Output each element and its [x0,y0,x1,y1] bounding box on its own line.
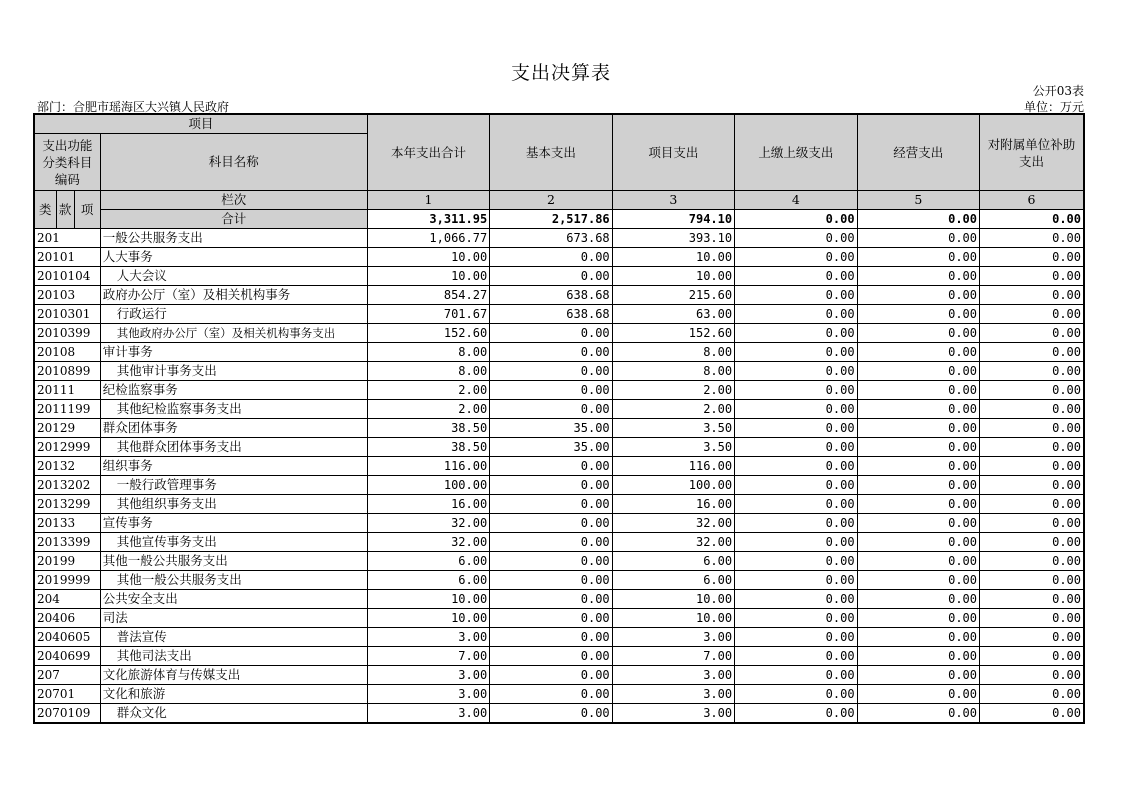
row-value-3: 3.00 [612,666,734,685]
table-row [34,666,1084,685]
row-value-4: 0.00 [735,609,857,628]
row-value-4: 0.00 [735,362,857,381]
row-value-3: 3.50 [612,438,734,457]
row-value-4: 0.00 [735,685,857,704]
row-value-4: 0.00 [735,286,857,305]
row-value-3: 3.00 [612,628,734,647]
row-code: 207 [34,666,100,685]
row-value-1: 3.00 [367,666,489,685]
row-value-4: 0.00 [735,476,857,495]
row-value-3: 32.00 [612,533,734,552]
row-value-4: 0.00 [735,438,857,457]
row-value-2: 35.00 [490,438,612,457]
row-subject-name: 其他纪检监察事务支出 [100,400,367,419]
row-subject-name: 其他司法支出 [100,647,367,666]
row-value-5: 0.00 [857,362,979,381]
row-subject-name: 其他组织事务支出 [100,495,367,514]
row-value-5: 0.00 [857,419,979,438]
row-code: 20133 [34,514,100,533]
row-subject-name: 其他宣传事务支出 [100,533,367,552]
row-value-3: 3.00 [612,704,734,724]
row-value-5: 0.00 [857,628,979,647]
row-value-6: 0.00 [980,343,1084,362]
row-value-1: 32.00 [367,514,489,533]
total-label: 合计 [100,210,367,229]
table-row [34,229,1084,248]
row-value-2: 673.68 [490,229,612,248]
row-value-6: 0.00 [980,514,1084,533]
row-code: 2010899 [34,362,100,381]
row-value-1: 3.00 [367,704,489,724]
table-row [34,248,1084,267]
row-code: 2040699 [34,647,100,666]
row-value-4: 0.00 [735,343,857,362]
row-value-5: 0.00 [857,476,979,495]
total-cell: 2,517.86 [490,210,612,229]
row-value-5: 0.00 [857,609,979,628]
row-value-1: 1,066.77 [367,229,489,248]
header-col3: 项目支出 [612,114,734,191]
row-value-6: 0.00 [980,476,1084,495]
row-value-5: 0.00 [857,685,979,704]
row-code: 2010301 [34,305,100,324]
row-value-5: 0.00 [857,229,979,248]
row-code: 2070109 [34,704,100,724]
row-value-5: 0.00 [857,571,979,590]
table-row [34,476,1084,495]
header-kuan: 款 [56,191,74,229]
table-row [34,419,1084,438]
row-value-2: 0.00 [490,647,612,666]
table-row [34,324,1084,343]
row-value-3: 10.00 [612,590,734,609]
total-cell: 0.00 [857,210,979,229]
row-value-2: 0.00 [490,495,612,514]
row-value-1: 7.00 [367,647,489,666]
row-value-6: 0.00 [980,381,1084,400]
row-value-2: 35.00 [490,419,612,438]
col-num-4: 4 [735,191,857,210]
table-row [34,552,1084,571]
total-cell: 0.00 [980,210,1084,229]
row-value-5: 0.00 [857,324,979,343]
table-row [34,571,1084,590]
row-code: 2019999 [34,571,100,590]
row-value-6: 0.00 [980,628,1084,647]
row-value-2: 0.00 [490,324,612,343]
row-subject-name: 公共安全支出 [100,590,367,609]
row-value-1: 116.00 [367,457,489,476]
table-row [34,628,1084,647]
row-value-6: 0.00 [980,685,1084,704]
row-value-2: 0.00 [490,362,612,381]
row-value-1: 6.00 [367,552,489,571]
row-value-1: 10.00 [367,590,489,609]
row-value-3: 8.00 [612,362,734,381]
unit-label: 单位：万元 [1023,100,1084,114]
header-func-code: 支出功能分类科目编码 [34,134,100,191]
row-subject-name: 行政运行 [100,305,367,324]
row-value-2: 0.00 [490,400,612,419]
row-code: 20701 [34,685,100,704]
row-value-1: 701.67 [367,305,489,324]
row-code: 20101 [34,248,100,267]
row-subject-name: 人大事务 [100,248,367,267]
col-num-2: 2 [490,191,612,210]
row-value-2: 0.00 [490,476,612,495]
row-subject-name: 人大会议 [100,267,367,286]
row-value-3: 2.00 [612,381,734,400]
total-cell: 0.00 [735,210,857,229]
row-value-5: 0.00 [857,343,979,362]
row-code: 20108 [34,343,100,362]
row-value-1: 3.00 [367,628,489,647]
table-row [34,647,1084,666]
header-xiang: 项 [74,191,100,229]
header-col5: 经营支出 [857,114,979,191]
row-value-6: 0.00 [980,552,1084,571]
row-value-5: 0.00 [857,457,979,476]
row-code: 20199 [34,552,100,571]
row-value-1: 2.00 [367,400,489,419]
row-code: 20132 [34,457,100,476]
row-value-3: 3.00 [612,685,734,704]
row-code: 20406 [34,609,100,628]
row-value-5: 0.00 [857,381,979,400]
row-value-2: 0.00 [490,571,612,590]
row-value-2: 0.00 [490,533,612,552]
row-code: 2013399 [34,533,100,552]
row-value-4: 0.00 [735,267,857,286]
table-row [34,286,1084,305]
row-value-1: 32.00 [367,533,489,552]
row-value-4: 0.00 [735,400,857,419]
row-value-6: 0.00 [980,267,1084,286]
row-value-6: 0.00 [980,704,1084,724]
row-value-3: 6.00 [612,552,734,571]
row-value-6: 0.00 [980,362,1084,381]
row-value-5: 0.00 [857,305,979,324]
row-value-2: 638.68 [490,305,612,324]
row-value-1: 100.00 [367,476,489,495]
row-value-3: 32.00 [612,514,734,533]
row-value-2: 0.00 [490,552,612,571]
table-row [34,400,1084,419]
row-value-1: 2.00 [367,381,489,400]
row-value-6: 0.00 [980,324,1084,343]
row-code: 2013299 [34,495,100,514]
row-subject-name: 普法宣传 [100,628,367,647]
row-value-4: 0.00 [735,571,857,590]
total-cell: 794.10 [612,210,734,229]
col-num-5: 5 [857,191,979,210]
row-value-3: 152.60 [612,324,734,343]
row-value-5: 0.00 [857,704,979,724]
header-col2: 基本支出 [490,114,612,191]
row-subject-name: 群众团体事务 [100,419,367,438]
row-subject-name: 其他政府办公厅（室）及相关机构事务支出 [100,324,367,343]
header-lanci: 栏次 [100,191,367,210]
row-value-6: 0.00 [980,590,1084,609]
row-value-4: 0.00 [735,248,857,267]
row-value-1: 6.00 [367,571,489,590]
row-code: 2040605 [34,628,100,647]
row-value-1: 3.00 [367,685,489,704]
col-num-1: 1 [367,191,489,210]
total-row [34,210,1084,229]
row-value-4: 0.00 [735,419,857,438]
row-value-4: 0.00 [735,305,857,324]
table-row [34,590,1084,609]
table-row [34,457,1084,476]
row-value-4: 0.00 [735,666,857,685]
row-code: 204 [34,590,100,609]
row-value-4: 0.00 [735,457,857,476]
row-value-3: 8.00 [612,343,734,362]
row-subject-name: 文化旅游体育与传媒支出 [100,666,367,685]
row-value-3: 393.10 [612,229,734,248]
table-row [34,343,1084,362]
row-code: 20111 [34,381,100,400]
row-value-3: 6.00 [612,571,734,590]
row-value-5: 0.00 [857,248,979,267]
department-label: 部门：合肥市瑶海区大兴镇人民政府 [37,100,230,114]
row-value-1: 152.60 [367,324,489,343]
row-subject-name: 宣传事务 [100,514,367,533]
row-value-2: 0.00 [490,628,612,647]
row-value-6: 0.00 [980,609,1084,628]
table-row [34,362,1084,381]
table-row [34,704,1084,724]
table-row [34,609,1084,628]
row-value-1: 10.00 [367,609,489,628]
row-value-4: 0.00 [735,533,857,552]
row-subject-name: 文化和旅游 [100,685,367,704]
row-subject-name: 其他群众团体事务支出 [100,438,367,457]
row-value-4: 0.00 [735,552,857,571]
row-value-5: 0.00 [857,590,979,609]
row-value-2: 0.00 [490,609,612,628]
header-col6: 对附属单位补助支出 [980,114,1084,191]
row-value-3: 10.00 [612,267,734,286]
row-value-1: 854.27 [367,286,489,305]
page-title: 支出决算表 [510,62,611,84]
row-value-6: 0.00 [980,400,1084,419]
row-value-6: 0.00 [980,229,1084,248]
row-value-2: 0.00 [490,590,612,609]
row-subject-name: 司法 [100,609,367,628]
row-code: 2011199 [34,400,100,419]
row-value-3: 10.00 [612,248,734,267]
row-value-2: 0.00 [490,704,612,724]
row-value-5: 0.00 [857,438,979,457]
row-value-5: 0.00 [857,552,979,571]
row-value-5: 0.00 [857,514,979,533]
total-cell: 3,311.95 [367,210,489,229]
row-subject-name: 其他审计事务支出 [100,362,367,381]
row-value-3: 215.60 [612,286,734,305]
row-value-4: 0.00 [735,647,857,666]
row-value-2: 0.00 [490,685,612,704]
row-subject-name: 一般公共服务支出 [100,229,367,248]
header-col4: 上缴上级支出 [735,114,857,191]
row-value-2: 0.00 [490,457,612,476]
row-value-3: 7.00 [612,647,734,666]
row-value-4: 0.00 [735,590,857,609]
row-code: 2013202 [34,476,100,495]
row-value-3: 116.00 [612,457,734,476]
row-value-4: 0.00 [735,704,857,724]
header-col1: 本年支出合计 [367,114,489,191]
row-value-1: 16.00 [367,495,489,514]
row-code: 20129 [34,419,100,438]
header-subject-name: 科目名称 [100,134,367,191]
row-value-4: 0.00 [735,628,857,647]
row-value-6: 0.00 [980,248,1084,267]
row-value-4: 0.00 [735,381,857,400]
row-value-3: 16.00 [612,495,734,514]
row-subject-name: 组织事务 [100,457,367,476]
row-value-6: 0.00 [980,419,1084,438]
form-number: 公开03表 [1032,84,1084,98]
row-value-1: 8.00 [367,362,489,381]
row-value-1: 38.50 [367,438,489,457]
row-value-2: 0.00 [490,343,612,362]
row-value-6: 0.00 [980,305,1084,324]
table-row [34,495,1084,514]
header-lei: 类 [34,191,56,229]
row-value-4: 0.00 [735,495,857,514]
row-code: 201 [34,229,100,248]
table-row [34,685,1084,704]
row-value-5: 0.00 [857,647,979,666]
row-code: 20103 [34,286,100,305]
row-value-6: 0.00 [980,286,1084,305]
row-value-5: 0.00 [857,533,979,552]
row-value-6: 0.00 [980,666,1084,685]
row-value-6: 0.00 [980,438,1084,457]
row-value-2: 0.00 [490,248,612,267]
row-value-5: 0.00 [857,495,979,514]
row-subject-name: 其他一般公共服务支出 [100,552,367,571]
row-value-3: 100.00 [612,476,734,495]
row-value-1: 10.00 [367,267,489,286]
row-value-2: 0.00 [490,267,612,286]
row-value-4: 0.00 [735,229,857,248]
table-row [34,514,1084,533]
row-value-3: 10.00 [612,609,734,628]
row-value-2: 0.00 [490,666,612,685]
row-value-6: 0.00 [980,571,1084,590]
row-value-4: 0.00 [735,514,857,533]
row-value-3: 2.00 [612,400,734,419]
row-subject-name: 群众文化 [100,704,367,724]
row-subject-name: 政府办公厅（室）及相关机构事务 [100,286,367,305]
row-subject-name: 其他一般公共服务支出 [100,571,367,590]
row-value-4: 0.00 [735,324,857,343]
row-value-3: 63.00 [612,305,734,324]
row-value-6: 0.00 [980,495,1084,514]
header-project: 项目 [34,114,367,134]
table-row [34,305,1084,324]
row-value-1: 8.00 [367,343,489,362]
col-num-3: 3 [612,191,734,210]
row-value-2: 0.00 [490,381,612,400]
row-code: 2010399 [34,324,100,343]
row-subject-name: 审计事务 [100,343,367,362]
row-subject-name: 纪检监察事务 [100,381,367,400]
expenditure-table [33,113,1085,724]
table-row [34,533,1084,552]
row-value-5: 0.00 [857,666,979,685]
row-value-5: 0.00 [857,286,979,305]
row-value-5: 0.00 [857,267,979,286]
row-subject-name: 一般行政管理事务 [100,476,367,495]
col-num-6: 6 [980,191,1084,210]
row-code: 2012999 [34,438,100,457]
row-value-6: 0.00 [980,647,1084,666]
row-value-5: 0.00 [857,400,979,419]
row-code: 2010104 [34,267,100,286]
row-value-6: 0.00 [980,457,1084,476]
row-value-3: 3.50 [612,419,734,438]
table-row [34,267,1084,286]
row-value-2: 638.68 [490,286,612,305]
table-row [34,381,1084,400]
row-value-6: 0.00 [980,533,1084,552]
row-value-1: 38.50 [367,419,489,438]
table-row [34,438,1084,457]
row-value-2: 0.00 [490,514,612,533]
row-value-1: 10.00 [367,248,489,267]
